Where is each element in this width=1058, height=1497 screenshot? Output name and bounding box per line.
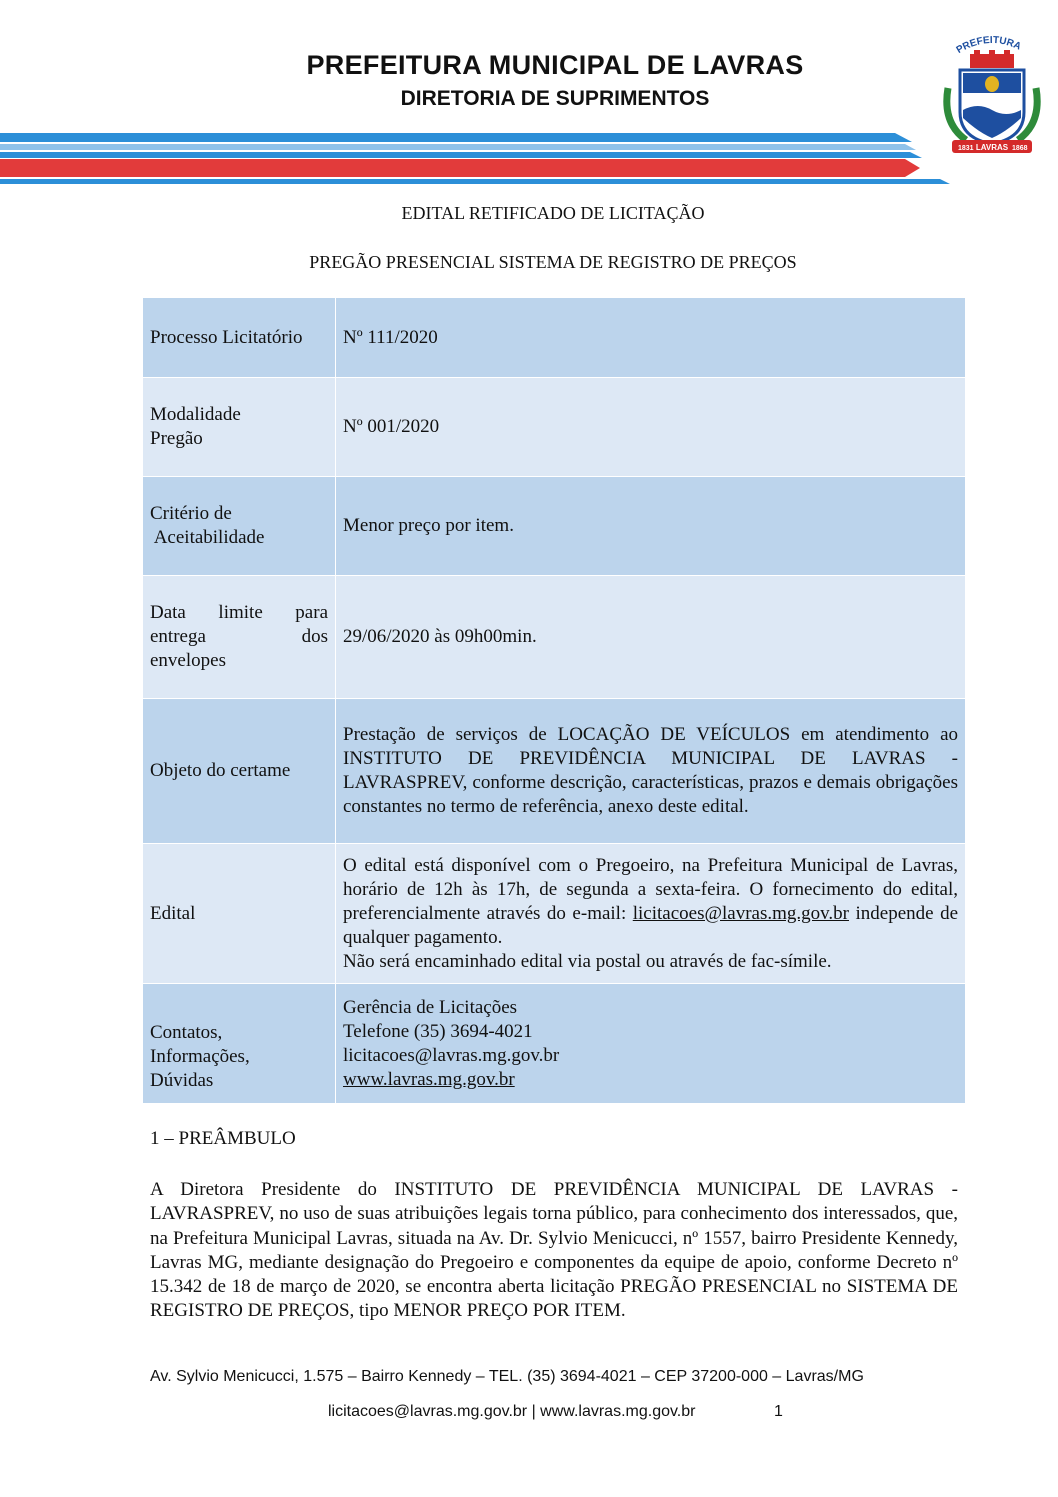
- table-row-objeto: [143, 699, 966, 844]
- objeto-value: Prestação de serviços de LOCAÇÃO DE VEÍCULOS em atendimento ao INSTITUTO DE PREVIDÊNCIA MUNICIPAL DE LAVRAS - LAVRASPREV, conforme descrição, características, prazos e demais obrigações constantes no termo de referência, anexo deste edital.: [336, 699, 966, 844]
- header-subtitle: DIRETORIA DE SUPRIMENTOS: [400, 87, 710, 110]
- municipal-seal-icon: [938, 28, 1046, 158]
- section-heading: 1 – PREÂMBULO: [150, 1128, 296, 1149]
- table-row-contatos: [143, 984, 966, 1104]
- data-limite-label: [143, 576, 336, 699]
- header-title: PREFEITURA MUNICIPAL DE LAVRAS: [306, 50, 804, 80]
- header-stripes: [0, 128, 950, 184]
- contatos-line-1: Gerência de Licitações: [343, 996, 518, 1018]
- criterio-label-line-1: Critério de: [150, 503, 232, 524]
- seal-top-text: PREFEITURA: [954, 34, 1023, 56]
- document-subtitle: PREGÃO PRESENCIAL SISTEMA DE REGISTRO DE PREÇOS: [309, 252, 797, 272]
- processo-label: Processo Licitatório: [143, 298, 336, 378]
- data-limite-value: 29/06/2020 às 09h00min.: [336, 576, 966, 699]
- objeto-label: Objeto do certame: [143, 699, 336, 844]
- edital-label: Edital: [143, 844, 336, 984]
- document-title: EDITAL RETIFICADO DE LICITAÇÃO: [401, 203, 705, 223]
- edital-text-part-2: independe de qualquer pagamento.: [343, 902, 958, 948]
- footer-contact: licitacoes@lavras.mg.gov.br | www.lavras.mg.gov.br: [328, 1403, 696, 1420]
- seal-bottom-text: LAVRAS: [975, 143, 1009, 152]
- table-row-edital: [143, 844, 966, 984]
- criterio-label-line-2: Aceitabilidade: [150, 527, 265, 548]
- modalidade-label-line-2: Pregão: [150, 428, 203, 449]
- contatos-website-link[interactable]: www.lavras.mg.gov.br: [343, 1068, 515, 1090]
- page-number: 1: [774, 1403, 783, 1420]
- table-row-data-limite: [143, 576, 966, 699]
- seal-year-left: 1831: [958, 145, 974, 152]
- table-row-modalidade: [143, 378, 966, 477]
- contatos-label-line-3: Dúvidas: [150, 1070, 214, 1091]
- data-limite-label-line-2: entrega dos: [150, 626, 328, 647]
- processo-value: Nº 111/2020: [336, 298, 966, 378]
- modalidade-value: Nº 001/2020: [336, 378, 966, 477]
- bid-info-table: [142, 297, 966, 1104]
- contatos-label: [143, 984, 336, 1104]
- preamble-paragraph: A Diretora Presidente do INSTITUTO DE PREVIDÊNCIA MUNICIPAL DE LAVRAS - LAVRASPREV, no uso de suas atribuições legais torna público, para conhecimento dos interessados, que, na Prefeitura Municipal Lavras, situada na Av. Dr. Sylvio Menicucci, nº 1557, bairro Presidente Kennedy, Lavras MG, mediante designação do Pregoeiro e componentes da equipe de apoio, conforme Decreto nº 15.342 de 18 de março de 2020, se encontra aberta licitação PREGÃO PRESENCIAL no SISTEMA DE REGISTRO DE PREÇOS, tipo MENOR PREÇO POR ITEM.: [150, 1179, 958, 1322]
- contatos-line-2: Telefone (35) 3694-4021: [343, 1020, 533, 1042]
- svg-text:PREFEITURA: [955, 35, 1023, 56]
- modalidade-label-line-1: Modalidade: [150, 404, 241, 425]
- contatos-line-3: licitacoes@lavras.mg.gov.br: [343, 1044, 560, 1066]
- edital-text-part-1: O edital está disponível com o Pregoeiro, na Prefeitura Municipal de Lavras, horário de 12h às 17h, de segunda a sexta-feira. O fornecimento do edital, preferencialmente através do e-mail:: [343, 854, 958, 924]
- data-limite-label-line-3: envelopes: [150, 650, 226, 671]
- edital-text: [343, 854, 958, 950]
- seal-year-right: 1868: [1012, 145, 1028, 152]
- edital-email-link[interactable]: licitacoes@lavras.mg.gov.br: [632, 902, 849, 924]
- modalidade-label: [143, 378, 336, 477]
- criterio-value: Menor preço por item.: [336, 477, 966, 576]
- contatos-label-line-1: Contatos,: [150, 1022, 223, 1043]
- criterio-label: [143, 477, 336, 576]
- edital-value: [336, 844, 966, 984]
- table-row-processo: [143, 298, 966, 378]
- contatos-value: [336, 984, 966, 1104]
- contatos-label-line-2: Informações,: [150, 1046, 250, 1067]
- data-limite-label-line-1: Data limite para: [150, 602, 328, 623]
- table-row-criterio: [143, 477, 966, 576]
- footer-address: Av. Sylvio Menicucci, 1.575 – Bairro Kennedy – TEL. (35) 3694-4021 – CEP 37200-000 – Lavras/MG: [150, 1368, 864, 1385]
- edital-text-part-3: Não será encaminhado edital via postal ou através de fac-símile.: [343, 950, 832, 972]
